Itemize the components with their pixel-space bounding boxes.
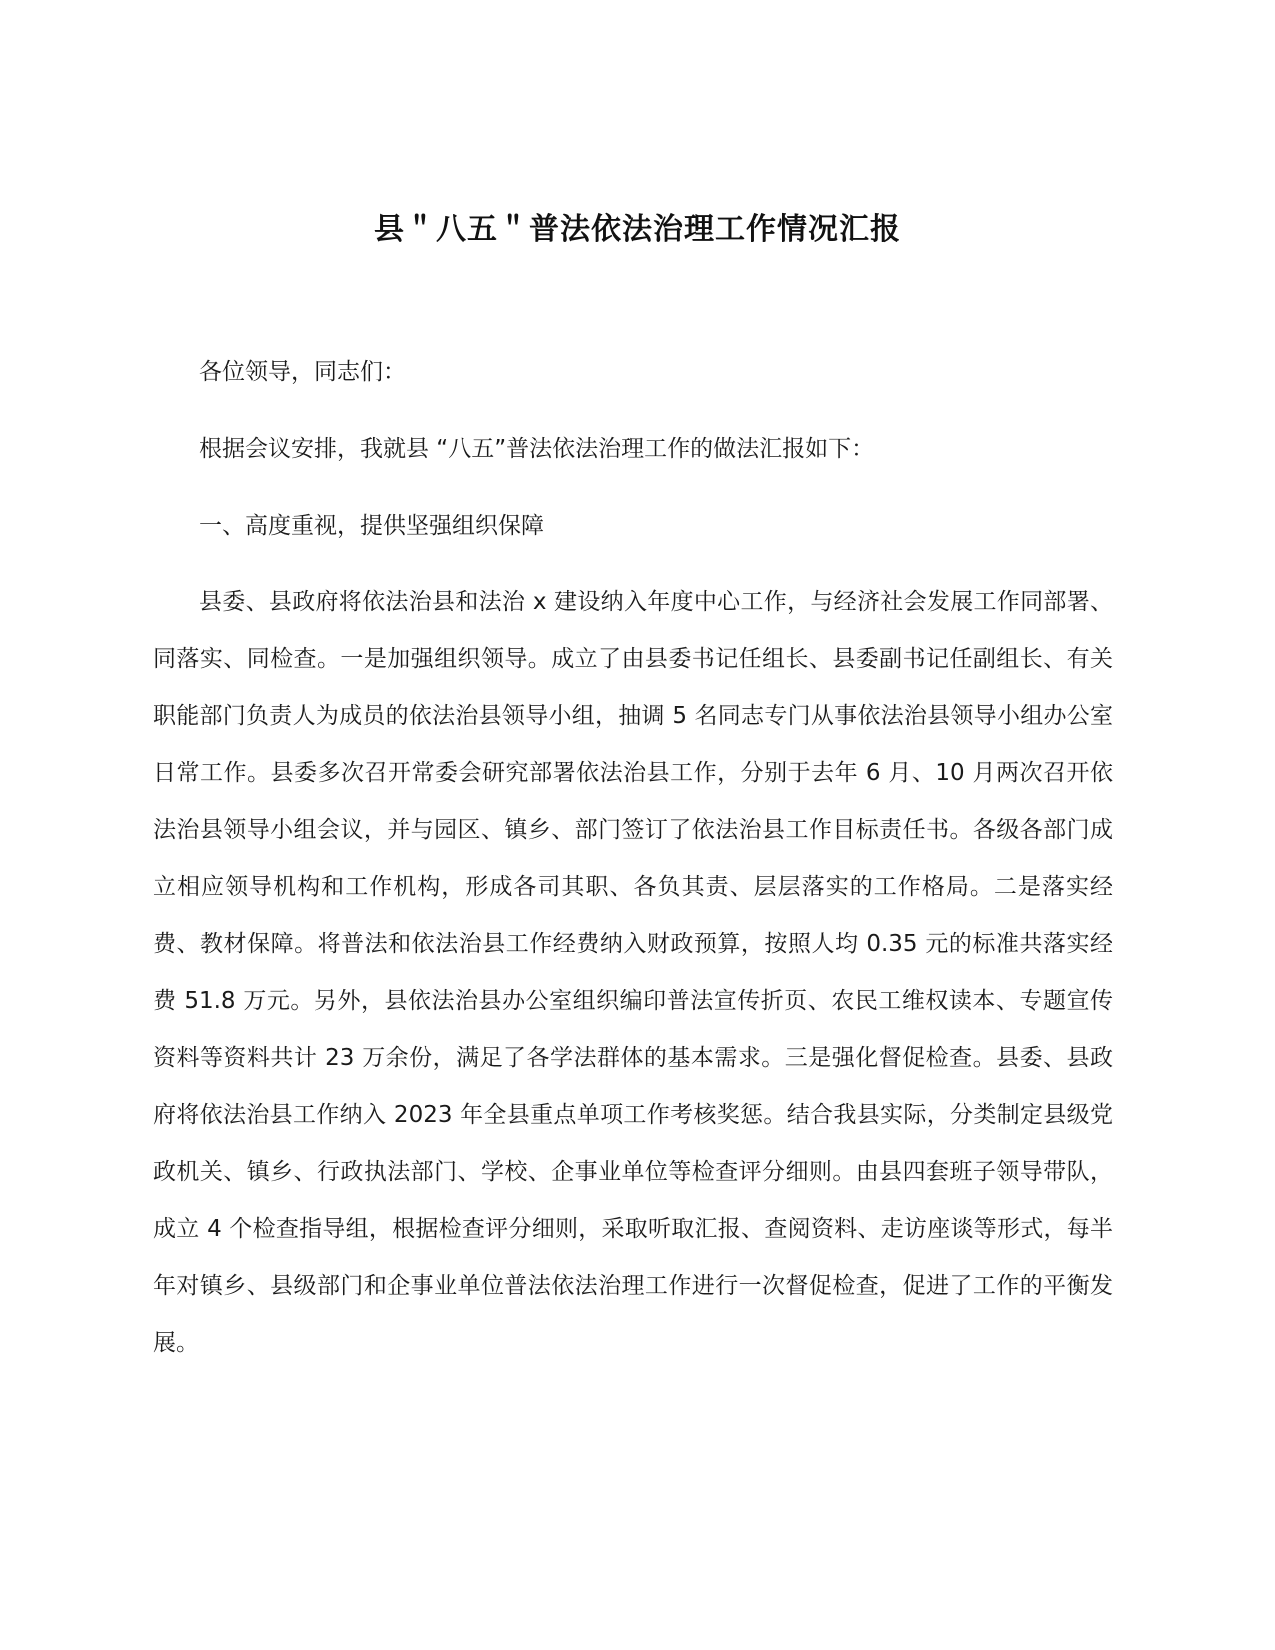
intro-paragraph: 根据会议安排，我就县 “八五”普法依法治理工作的做法汇报如下： xyxy=(199,436,875,462)
section-heading: 一、高度重视，提供坚强组织保障 xyxy=(199,513,544,539)
greeting-paragraph: 各位领导，同志们： xyxy=(199,359,406,385)
section-body-paragraph: 县委、县政府将依法治县和法治 x 建设纳入年度中心工作，与经济社会发展工作同部署、同落实、同检查。一是加强组织领导。成立了由县委书记任组长、县委副书记任副组长、有关职能部门负责人为成员的依法治县领导小组，抽调 5 名同志专门从事依法治县领导小组办公室日常工作。县委多次召开常委会研究部署依法治县工作，分别于去年 6 月、10 月两次召开依法治县领导小组会议，并与园区、镇乡、部门签订了依法治县工作目标责任书。各级各部门成立相应领导机构和工作机构，形成各司其职、各负其责、层层落实的工作格局。二是落实经费、教材保障。将普法和依法治县工作经费纳入财政预算，按照人均 0.35 元的标准共落实经费 51.8 万元。另外，县依法治县办公室组织编印普法宣传折页、农民工维权读本、专题宣传资料等资料共计 23 万余份，满足了各学法群体的基本需求。三是强化督促检查。县委、县政府将依法治县工作纳入 2023 年全县重点单项工作考核奖惩。结合我县实际，分类制定县级党政机关、镇乡、行政执法部门、学校、企事业单位等检查评分细则。由县四套班子领导带队，成立 4 个检查指导组，根据检查评分细则，采取听取汇报、查阅资料、走访座谈等形式，每半年对镇乡、县级部门和企事业单位普法依法治理工作进行一次督促检查，促进了工作的平衡发展。 xyxy=(153,589,1113,1356)
page-title: 县＂八五＂普法依法治理工作情况汇报 xyxy=(374,212,901,248)
